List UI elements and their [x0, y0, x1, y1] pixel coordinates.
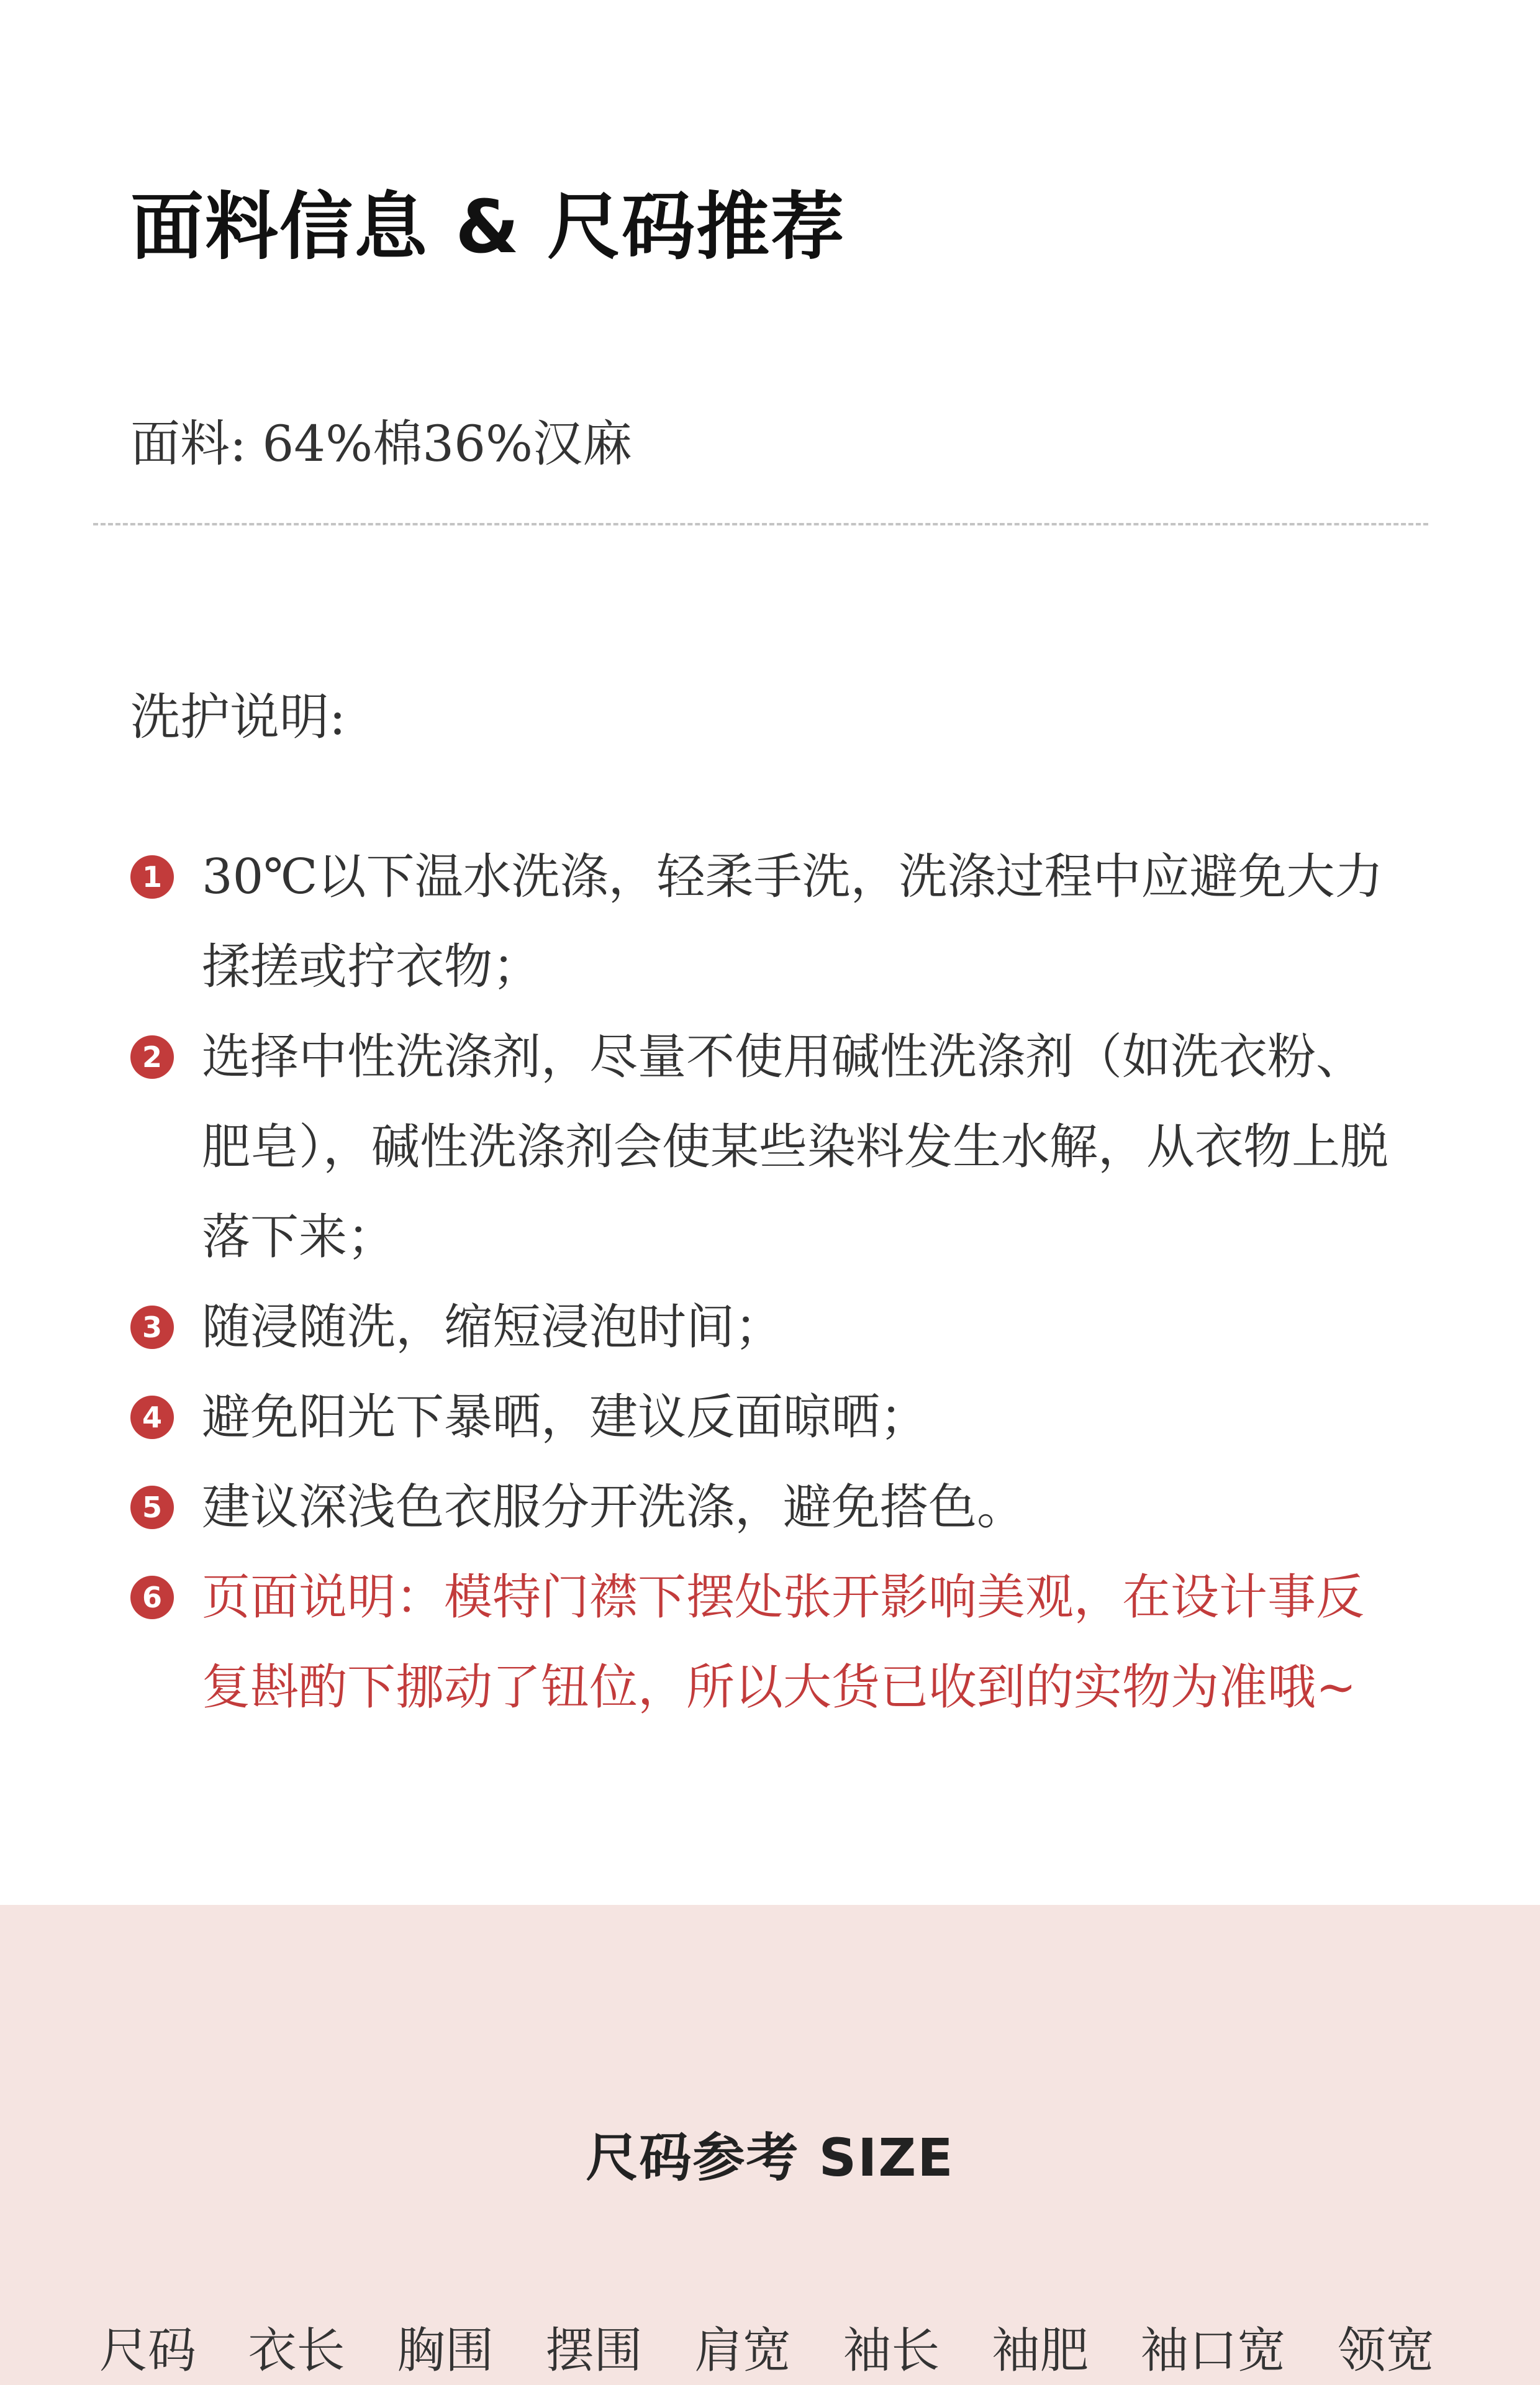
- care-item-text: 建议深浅色衣服分开洗涤，避免搭色。: [202, 1479, 1026, 1535]
- care-item-5: [130, 1463, 1397, 1553]
- page-note-item: [130, 1553, 1397, 1733]
- size-col-header: 摆围: [545, 2323, 643, 2379]
- page-title: 面料信息 & 尺码推荐: [130, 184, 846, 270]
- size-col-header: 袖口宽: [1140, 2323, 1286, 2379]
- dashed-divider: [93, 523, 1428, 525]
- number-badge-icon: 3: [130, 1306, 174, 1349]
- care-item-3: [130, 1283, 1397, 1373]
- care-item-text: 避免阳光下暴晒，建议反面晾晒；: [202, 1389, 929, 1445]
- care-heading: 洗护说明:: [130, 688, 346, 746]
- size-col-header: 胸围: [396, 2323, 494, 2379]
- size-col-header: 衣长: [248, 2323, 345, 2379]
- page-note-text: 页面说明：模特门襟下摆处张开影响美观，在设计事反复斟酌下挪动了钮位，所以大货已收到的实物为准哦~: [202, 1570, 1365, 1715]
- size-col-header: 尺码: [99, 2323, 197, 2379]
- number-badge-icon: 2: [130, 1035, 174, 1079]
- number-badge-icon: 6: [130, 1576, 174, 1619]
- size-table-header: [99, 2312, 1434, 2381]
- care-item-text: 30℃以下温水洗涤，轻柔手洗，洗涤过程中应避免大力揉搓或拧衣物；: [202, 849, 1384, 995]
- size-section: [0, 1905, 1540, 2385]
- size-col-header: 领宽: [1337, 2323, 1434, 2379]
- size-title: 尺码参考 SIZE: [586, 2127, 954, 2188]
- care-item-2: [130, 1012, 1397, 1283]
- care-item-4: [130, 1373, 1397, 1463]
- number-badge-icon: 4: [130, 1396, 174, 1439]
- size-col-header: 袖长: [843, 2323, 940, 2379]
- size-col-header: 袖肥: [991, 2323, 1089, 2379]
- care-item-text: 随浸随洗，缩短浸泡时间；: [202, 1299, 784, 1355]
- number-badge-icon: 1: [130, 855, 174, 899]
- care-item-1: [130, 832, 1397, 1012]
- size-col-header: 肩宽: [694, 2323, 791, 2379]
- number-badge-icon: 5: [130, 1486, 174, 1529]
- care-item-text: 选择中性洗涤剂，尽量不使用碱性洗涤剂（如洗衣粉、肥皂），碱性洗涤剂会使某些染料发生水解，从衣物上脱落下来；: [202, 1029, 1389, 1265]
- fabric-info: 面料: 64%棉36%汉麻: [130, 415, 633, 473]
- care-list: [130, 832, 1397, 1733]
